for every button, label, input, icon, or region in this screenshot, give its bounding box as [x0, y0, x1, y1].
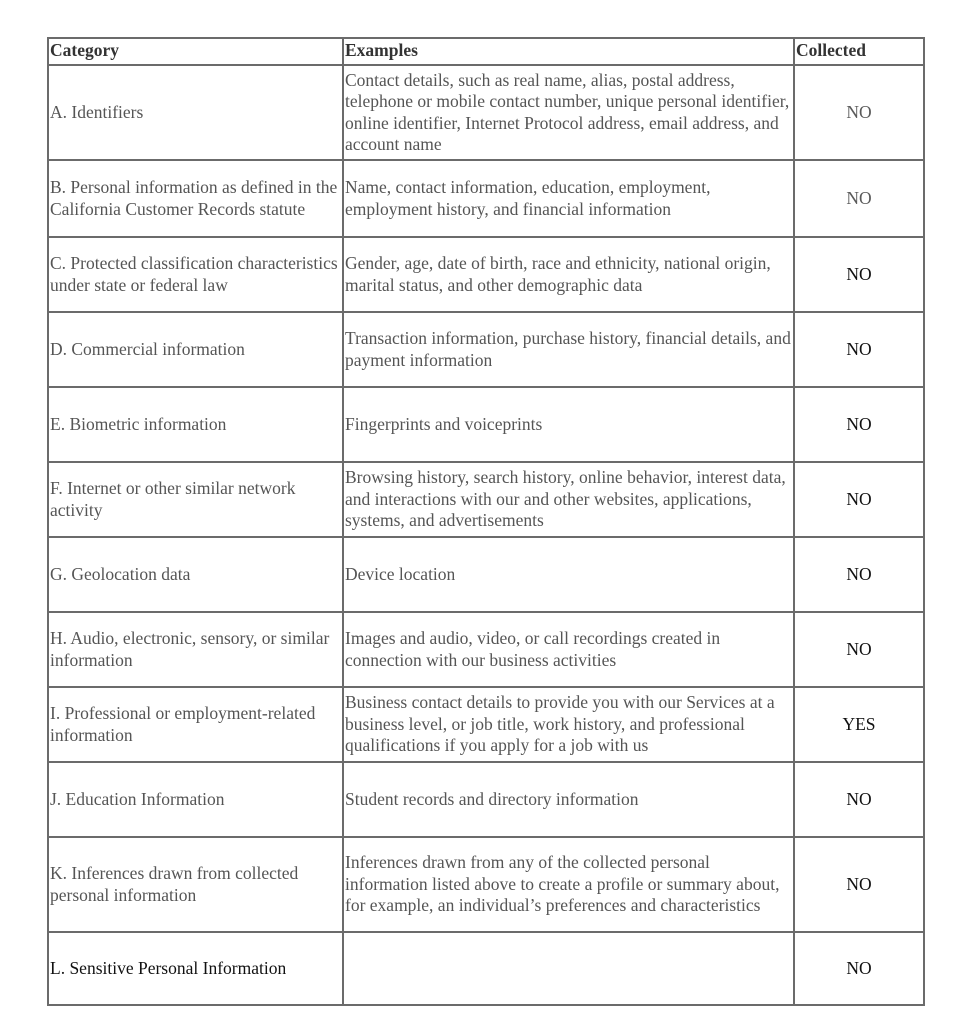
table-header-row [49, 39, 925, 66]
examples-cell [344, 933, 795, 1006]
header-category: Category [49, 39, 344, 66]
examples-cell: Gender, age, date of birth, race and ethnicity, national origin, marital status, and other demographic data [344, 238, 795, 313]
category-cell: F. Internet or other similar network activity [49, 463, 344, 538]
category-cell: D. Commercial information [49, 313, 344, 388]
collected-cell: NO [795, 763, 925, 838]
table-row [49, 388, 925, 463]
table-row [49, 238, 925, 313]
table-row [49, 933, 925, 1006]
table-row [49, 688, 925, 763]
examples-cell: Transaction information, purchase history, financial details, and payment information [344, 313, 795, 388]
collected-cell: NO [795, 613, 925, 688]
collected-cell: NO [795, 66, 925, 161]
header-examples: Examples [344, 39, 795, 66]
table-row [49, 161, 925, 238]
collected-cell: NO [795, 161, 925, 238]
table-row [49, 613, 925, 688]
examples-cell: Inferences drawn from any of the collected personal information listed above to create a profile or summary about, for example, an individual’s preferences and characteristics [344, 838, 795, 933]
table-row [49, 838, 925, 933]
category-cell: I. Professional or employment-related information [49, 688, 344, 763]
examples-cell: Business contact details to provide you with our Services at a business level, or job title, work history, and professional qualifications if you apply for a job with us [344, 688, 795, 763]
examples-cell: Browsing history, search history, online behavior, interest data, and interactions with our and other websites, applications, systems, and advertisements [344, 463, 795, 538]
examples-cell: Images and audio, video, or call recordings created in connection with our business activities [344, 613, 795, 688]
category-cell: J. Education Information [49, 763, 344, 838]
table-row [49, 313, 925, 388]
collected-cell: NO [795, 238, 925, 313]
examples-cell: Student records and directory information [344, 763, 795, 838]
examples-cell: Fingerprints and voiceprints [344, 388, 795, 463]
examples-cell: Contact details, such as real name, alias, postal address, telephone or mobile contact number, unique personal identifier, online identifier, Internet Protocol address, email address, and account name [344, 66, 795, 161]
category-cell: H. Audio, electronic, sensory, or similar information [49, 613, 344, 688]
examples-cell: Device location [344, 538, 795, 613]
collected-cell: NO [795, 933, 925, 1006]
examples-cell: Name, contact information, education, employment, employment history, and financial information [344, 161, 795, 238]
category-cell: K. Inferences drawn from collected personal information [49, 838, 344, 933]
category-cell: E. Biometric information [49, 388, 344, 463]
table-row [49, 763, 925, 838]
table-row [49, 463, 925, 538]
collected-cell: NO [795, 313, 925, 388]
category-cell: A. Identifiers [49, 66, 344, 161]
privacy-categories-table-container [47, 37, 923, 1006]
collected-cell: NO [795, 463, 925, 538]
table-row [49, 538, 925, 613]
collected-cell: NO [795, 538, 925, 613]
header-collected: Collected [795, 39, 925, 66]
category-cell: B. Personal information as defined in the California Customer Records statute [49, 161, 344, 238]
category-cell: L. Sensitive Personal Information [49, 933, 344, 1006]
category-cell: C. Protected classification characteristics under state or federal law [49, 238, 344, 313]
category-cell: G. Geolocation data [49, 538, 344, 613]
privacy-categories-table [47, 37, 925, 1006]
collected-cell: YES [795, 688, 925, 763]
collected-cell: NO [795, 388, 925, 463]
collected-cell: NO [795, 838, 925, 933]
table-row [49, 66, 925, 161]
